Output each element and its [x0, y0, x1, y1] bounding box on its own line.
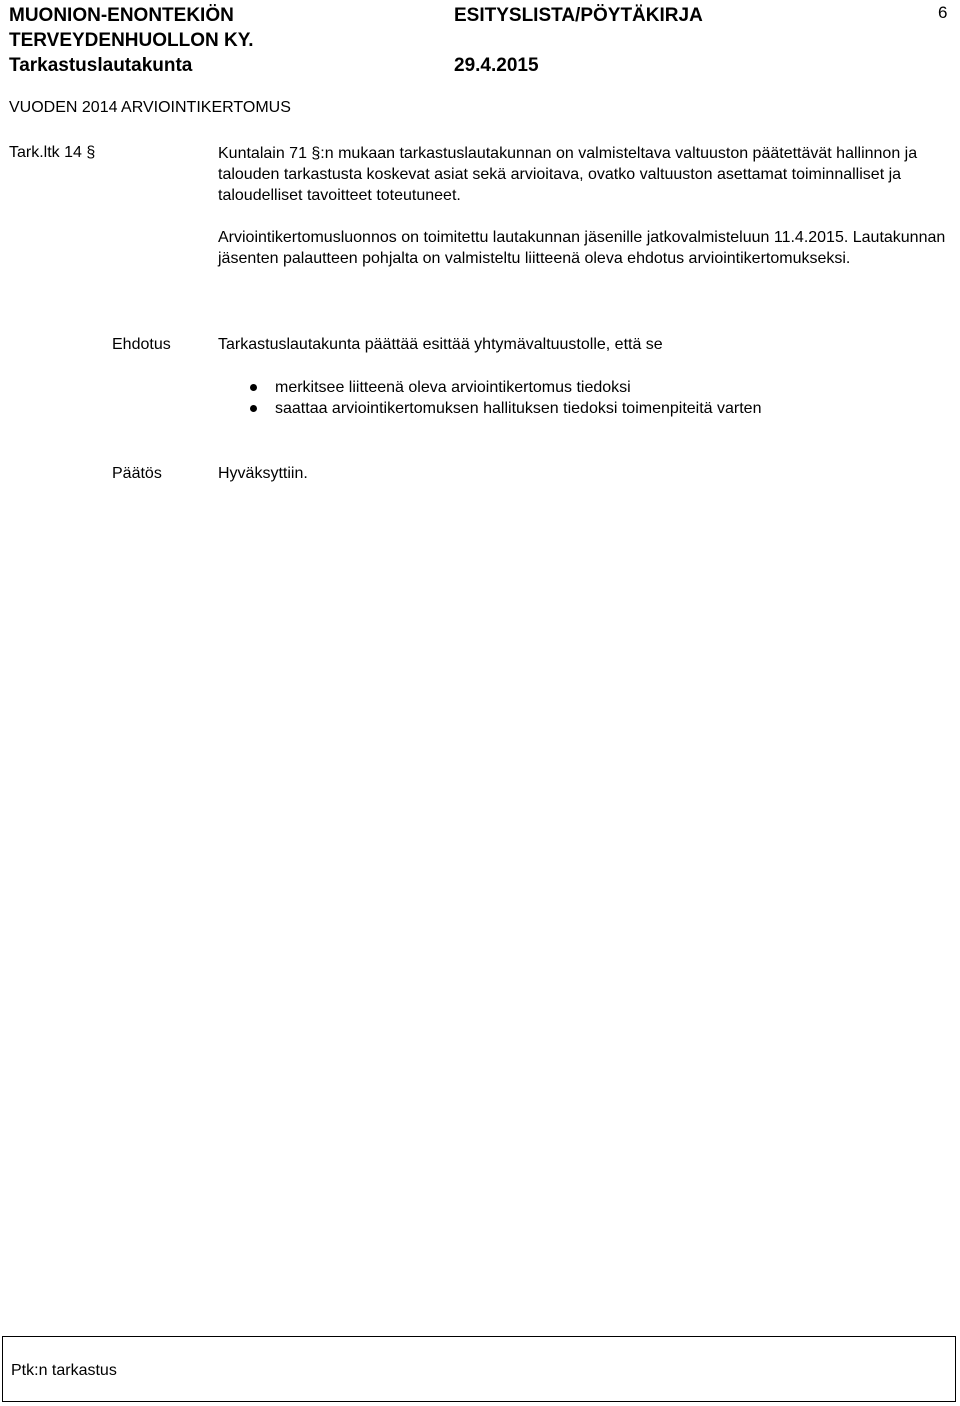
proposal-bullet-item [250, 377, 761, 398]
item-reference: Tark.ltk 14 § [9, 144, 96, 161]
proposal-bullet-item [250, 398, 761, 419]
minutes-review-box [2, 1336, 956, 1402]
item-title: VUODEN 2014 ARVIOINTIKERTOMUS [9, 99, 291, 116]
page-number: 6 [938, 3, 948, 22]
document-type: ESITYSLISTA/PÖYTÄKIRJA [454, 5, 703, 26]
minutes-review-label: Ptk:n tarkastus [11, 1362, 117, 1379]
proposal-text: Tarkastuslautakunta päättää esittää yhtymävaltuustolle, että se [218, 336, 663, 353]
item-paragraph-2: Arviointikertomusluonnos on toimitettu lautakunnan jäsenille jatkovalmisteluun 11.4.2015. Lautakunnan jäsenten palautteen pohjalta on valmisteltu liitteenä oleva ehdotus arviointikertomukseksi. [218, 229, 946, 267]
committee-name: Tarkastuslautakunta [9, 55, 193, 76]
organization-name-line2: TERVEYDENHUOLLON KY. [9, 30, 254, 51]
decision-text: Hyväksyttiin. [218, 465, 308, 482]
bullet-icon [250, 405, 257, 412]
document-date: 29.4.2015 [454, 55, 539, 76]
item-paragraph-1: Kuntalain 71 §:n mukaan tarkastuslautakunnan on valmisteltava valtuuston päätettävät hallinnon ja talouden tarkastusta koskevat asiat sekä arvioitava, ovatko valtuuston asettamat toiminnalliset ja taloudelliset tavoitteet toteutuneet. [218, 145, 918, 204]
decision-label: Päätös [112, 465, 162, 482]
proposal-bullet-text: merkitsee liitteenä oleva arviointikertomus tiedoksi [275, 379, 631, 396]
organization-name-line1: MUONION-ENONTEKIÖN [9, 5, 234, 26]
proposal-label: Ehdotus [112, 336, 171, 353]
proposal-bullet-list [250, 377, 761, 419]
bullet-icon [250, 384, 257, 391]
proposal-bullet-text: saattaa arviointikertomuksen hallituksen tiedoksi toimenpiteitä varten [275, 400, 762, 417]
